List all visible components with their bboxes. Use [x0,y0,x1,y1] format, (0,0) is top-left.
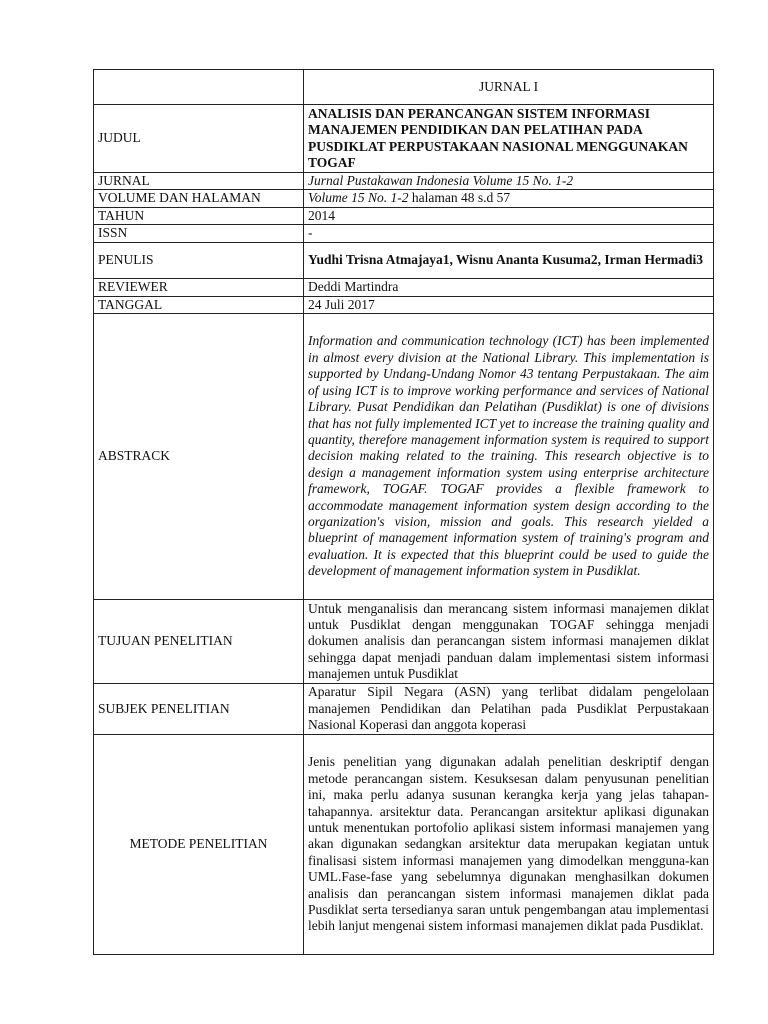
header-empty-cell [94,70,304,105]
row-subjek [94,684,714,735]
tahun-value: 2014 [304,207,714,224]
abstrack-label: ABSTRACK [94,314,304,600]
volume-pages: halaman 48 s.d 57 [408,190,511,206]
row-tujuan [94,600,714,684]
row-abstrack [94,314,714,600]
jurnal-label: JURNAL [94,173,304,190]
header-row [94,70,714,105]
penulis-value: Yudhi Trisna Atmajaya1, Wisnu Ananta Kusuma2, Irman Hermadi3 [304,242,714,278]
reviewer-value: Deddi Martindra [304,278,714,296]
issn-label: ISSN [94,225,304,242]
volume-label: VOLUME DAN HALAMAN [94,190,304,207]
volume-number: Volume 15 No. 1-2 [308,190,409,206]
row-judul [94,105,714,173]
abstrack-value: Information and communication technology (ICT) has been implemented in almost every division at the National Library. This implementation is supported by Undang-Undang Nomor 43 tentang Perpustakaan. The aim of using ICT is to improve working performance and services of National Library. Pusat Pendidikan dan Pelatihan (Pusdiklat) is one of divisions that has not fully implemented ICT yet to increase the training quality and quantity, therefore management information system is required to support decision making related to the training. This research objective is to design a management information system using enterprise architecture framework, TOGAF. TOGAF provides a flexible framework to accommodate management information system design according to the organization's vision, mission and goals. This research yielded a blueprint of management information system of training's program and evaluation. It is expected that this blueprint could be used to guide the development of management information system in Pusdiklat. [304,314,714,600]
metode-label: METODE PENELITIAN [94,735,304,955]
tujuan-label: TUJUAN PENELITIAN [94,600,304,684]
subjek-label: SUBJEK PENELITIAN [94,684,304,735]
table-title: JURNAL I [304,70,714,105]
row-reviewer [94,278,714,296]
tahun-label: TAHUN [94,207,304,224]
journal-review-table [93,69,714,955]
subjek-value: Aparatur Sipil Negara (ASN) yang terlibat didalam pengelolaan manajemen Pendidikan dan Pelatihan pada Pusdiklat Perpustakaan Nasional Koperasi dan anggota koperasi [304,684,714,735]
tanggal-label: TANGGAL [94,296,304,313]
jurnal-value: Jurnal Pustakawan Indonesia Volume 15 No. 1-2 [304,173,714,190]
metode-value: Jenis penelitian yang digunakan adalah penelitian deskriptif dengan metode perancangan sistem. Kesuksesan dalam penyusunan penelitian ini, maka perlu adanya susunan kerangka kerja yang jelas tahapan-tahapannya. arsitektur data. Perancangan arsitektur aplikasi digunakan untuk menentukan portofolio aplikasi sistem informasi manajemen yang akan digunakan sedangkan arsitektur data merupakan kegiatan untuk finalisasi sistem informasi manajemen yang dimodelkan mengguna-kan UML.Fase-fase yang sebelumnya digunakan menghasilkan dokumen analisis dan perancangan sistem informasi manajemen diklat pada Pusdiklat serta tersedianya saran untuk pengembangan atau implementasi lebih lanjut mengenai sistem informasi manajemen diklat pada Pusdiklat. [304,735,714,955]
penulis-label: PENULIS [94,242,304,278]
row-penulis [94,242,714,278]
judul-value: ANALISIS DAN PERANCANGAN SISTEM INFORMASI MANAJEMEN PENDIDIKAN DAN PELATIHAN PADA PUSDIKLAT PERPUSTAKAAN NASIONAL MENGGUNAKAN TOGAF [304,105,714,173]
tanggal-value: 24 Juli 2017 [304,296,714,313]
row-metode [94,735,714,955]
row-volume [94,190,714,207]
volume-value [304,190,714,207]
row-tahun [94,207,714,224]
judul-label: JUDUL [94,105,304,173]
row-jurnal [94,173,714,190]
issn-value: - [304,225,714,242]
tujuan-value: Untuk menganalisis dan merancang sistem informasi manajemen diklat untuk Pusdiklat dengan menggunakan TOGAF sehingga menjadi dokumen analisis dan perancangan sistem informasi manajemen diklat sehingga dapat menjadi panduan dalam implementasi sistem informasi manajemen untuk Pusdiklat [304,600,714,684]
row-tanggal [94,296,714,313]
row-issn [94,225,714,242]
reviewer-label: REVIEWER [94,278,304,296]
